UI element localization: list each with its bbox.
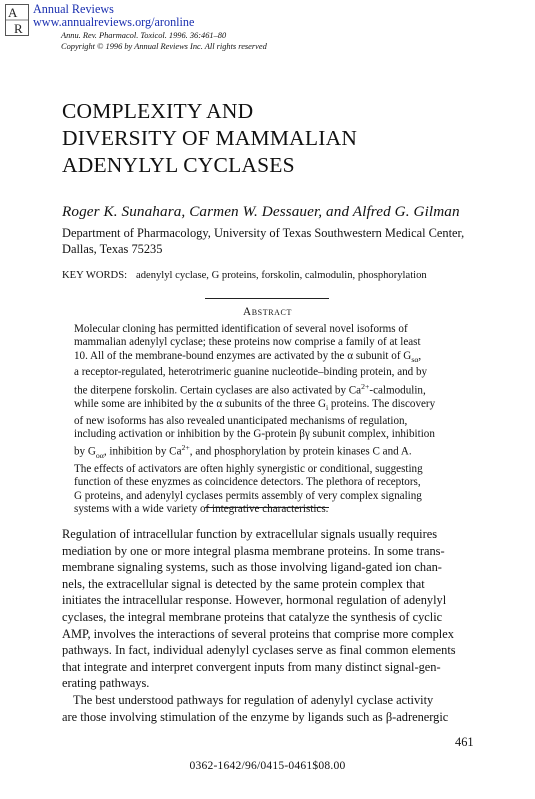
title-line: COMPLEXITY AND: [62, 99, 254, 123]
keywords-row: [62, 270, 427, 281]
publisher-link[interactable]: Annual Reviews: [33, 2, 114, 16]
abstract-line: mammalian adenylyl cyclase; these proteins now comprise a family of at least: [74, 336, 421, 349]
keywords-label: KEY WORDS:: [62, 270, 128, 281]
body-line: Regulation of intracellular function by extracellular signals usually requires: [62, 527, 438, 541]
website-link[interactable]: www.annualreviews.org/aronline: [33, 15, 195, 29]
annual-reviews-logo: [5, 4, 29, 36]
abstract-top-rule: [205, 298, 329, 299]
page-number: 461: [455, 735, 474, 749]
body-line: mediation by one or more integral plasma membrane proteins. In some trans-: [62, 543, 445, 558]
copyright-notice: Copyright © 1996 by Annual Reviews Inc. All rights reserved: [61, 42, 267, 51]
body-line: are those involving stimulation of the enzyme by ligands such as β-adrenergic: [62, 709, 449, 724]
author-list: Roger K. Sunahara, Carmen W. Dessauer, and Alfred G. Gilman: [62, 203, 460, 220]
article-title: [62, 98, 502, 179]
title-line: DIVERSITY OF MAMMALIAN: [62, 126, 358, 150]
abstract-line: function of these enyzmes as coincidence detectors. The plethora of receptors,: [74, 476, 421, 489]
body-line: erating pathways.: [62, 676, 150, 691]
journal-citation: Annu. Rev. Pharmacol. Toxicol. 1996. 36:461–80: [61, 31, 227, 40]
svg-text:R: R: [14, 21, 23, 36]
price-code: 0362-1642/96/0415-0461$08.00: [189, 759, 346, 772]
abstract-line: 10. All of the membrane-bound enzymes are activated by the α subunit of $G_{s\alpha}$,: [74, 349, 422, 365]
svg-text:A: A: [8, 5, 18, 20]
abstract-line: G proteins, and adenylyl cyclases permits assembly of very complex signaling: [74, 489, 422, 502]
abstract-line: a receptor-regulated, heterotrimeric guanine nucleotide–binding protein, and by: [74, 366, 428, 379]
body-line: AMP, involves the interactions of several proteins that comprise more complex: [62, 626, 454, 641]
abstract-line: of new isoforms has also revealed unanticipated mechanisms of regulation,: [74, 414, 408, 427]
abstract-line: Molecular cloning has permitted identification of several novel isoforms of: [74, 323, 408, 335]
abstract-text: [74, 323, 466, 516]
title-line: ADENYLYL CYCLASES: [62, 153, 295, 177]
body-line: cyclases, the integral membrane proteins that catalyze the synthesis of cyclic: [62, 609, 443, 624]
abstract-line: the diterpene forskolin. Certain cyclases are also activated by $Ca^{2+}$-calmodulin,: [74, 381, 426, 397]
body-line: The best understood pathways for regulation of adenylyl cyclase activity: [73, 692, 434, 707]
abstract-heading: Abstract: [243, 306, 292, 318]
abstract-line: by $G_{o\alpha}$, inhibition by $Ca^{2+}$, and phosphorylation by protein kinases C and A.: [74, 443, 412, 461]
affiliation-line: Department of Pharmacology, University of Texas Southwestern Medical Center,: [62, 226, 465, 240]
abstract-bottom-rule: [205, 507, 329, 508]
abstract-line: while some are inhibited by the α subunits of the three $G_i$ proteins. The discovery: [74, 397, 436, 413]
affiliation: [62, 225, 507, 257]
body-line: that integrate and interpret convergent inputs from many distinct signal-gen-: [62, 659, 441, 674]
body-line: nels, the extracellular signal is detected by the same protein complex that: [62, 576, 425, 591]
abstract-line: The effects of activators are often highly synergistic or conditional, suggesting: [74, 462, 423, 475]
body-text: [62, 526, 506, 725]
abstract-line: systems with a wide variety of integrative characteristics.: [74, 502, 329, 515]
keywords-list: adenylyl cyclase, G proteins, forskolin, calmodulin, phosphorylation: [136, 270, 427, 281]
body-line: membrane signaling systems, such as those involving ligand-gated ion chan-: [62, 560, 442, 575]
body-line: initiates the intracellular response. However, hormonal regulation of adenylyl: [62, 593, 447, 608]
abstract-line: including activation or inhibition by the G-protein βγ subunit complex, inhibition: [74, 427, 435, 440]
body-line: pathways. In fact, individual adenylyl cyclases serve as final common elements: [62, 643, 456, 658]
affiliation-line: Dallas, Texas 75235: [62, 242, 163, 256]
